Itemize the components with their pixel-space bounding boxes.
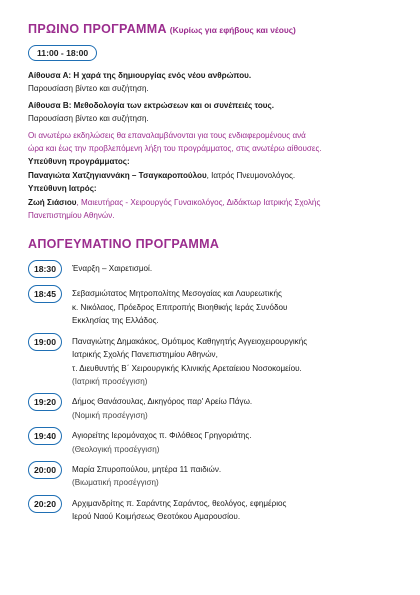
schedule-text [72,335,392,389]
schedule-row [28,395,392,422]
resp-doctor-name: Ζωή Σιάσιου [28,197,77,207]
time-badge: 20:20 [28,495,62,513]
morning-title: ΠΡΩΙΝΟ ΠΡΟΓΡΑΜΜΑ (Κυρίως για εφήβους και νέους) [28,22,296,36]
time-badge: 18:30 [28,260,62,278]
resp-doctor-label: Υπεύθυνη Ιατρός: [28,184,97,194]
schedule-line: Αρχιμανδρίτης π. Σαράντης Σαράντος, θεολόγος, εφημέριος [72,498,287,508]
schedule-row [28,262,392,278]
resp-doctor [28,196,392,209]
schedule-line: τ. Διευθυντής Β΄ Χειρουργικής Κλινικής Αρεταίειου Νοσοκομείου. [72,363,302,373]
schedule-line: Παναγιώτης Δημακάκος, Ομότιμος Καθηγητής Αγγειοχειρουργικής [72,336,308,346]
morning-time-badge: 11:00 - 18:00 [28,45,97,61]
schedule-row [28,429,392,456]
resp-doctor-role-1: , Μαιευτήρας - Χειρουργός Γυναικολόγος, Διδάκτωρ Ιατρικής Σχολής [76,197,321,207]
time-badge: 19:40 [28,427,62,445]
schedule-text [72,395,392,422]
hall-b-desc: Παρουσίαση βίντεο και συζήτηση. [28,114,149,124]
resp-program [28,169,392,182]
hall-a-title: Αίθουσα Α: Η χαρά της δημιουργίας ενός νέου ανθρώπου. [28,71,252,80]
repeat-note-line-2: ώρα και έως την προβλεπόμενη λήξη του προγράμματος, στις ανωτέρω αίθουσες. [28,144,322,154]
time-badge: 20:00 [28,461,62,479]
approach-note: (Θεολογική προσέγγιση) [72,444,160,454]
resp-program-label: Υπεύθυνη προγράμματος: [28,157,130,167]
afternoon-schedule [28,262,392,523]
resp-doctor-role-2: Πανεπιστημίου Αθηνών. [28,211,115,221]
time-badge: 18:45 [28,285,62,303]
approach-note: (Βιωματική προσέγγιση) [72,478,159,488]
schedule-line: κ. Νικόλαος, Πρόεδρος Επιτροπής Βιοηθικής Ιεράς Συνόδου [72,302,288,312]
schedule-text [72,429,392,456]
schedule-line: Δήμος Θανάσουλας, Δικηγόρος παρ' Αρείω Πάγω. [72,397,253,407]
time-badge: 19:20 [28,393,62,411]
afternoon-title: ΑΠΟΓΕΥΜΑΤΙΝΟ ΠΡΟΓΡΑΜΜΑ [28,237,220,252]
schedule-text [72,287,392,327]
resp-program-role: , Ιατρός Πνευμονολόγος. [206,170,296,180]
schedule-line: Μαρία Σπυροπούλου, μητέρα 11 παιδιών. [72,464,222,474]
hall-a-desc: Παρουσίαση βίντεο και συζήτηση. [28,84,149,94]
approach-note: (Ιατρική προσέγγιση) [72,376,148,386]
hall-b-title: Αίθουσα Β: Μεθοδολογία των εκτρώσεων και οι συνέπειές τους. [28,100,274,110]
schedule-line: Ιατρικής Σχολής Πανεπιστημίου Αθηνών, [72,350,218,360]
resp-program-name: Παναγιώτα Χατζηγιαννάκη – Τσαγκαροπούλου [28,170,207,180]
schedule-text [72,463,392,490]
schedule-line: Έναρξη – Χαιρετισμοί. [72,264,153,274]
repeat-note-line-1: Οι ανωτέρω εκδηλώσεις θα επαναλαμβάνονται για τους ενδιαφερομένους ανά [28,130,306,140]
schedule-row [28,463,392,490]
time-badge: 19:00 [28,333,62,351]
schedule-line: Σεβασμιώτατος Μητροπολίτης Μεσογαίας και Λαυρεωτικής [72,289,282,299]
approach-note: (Νομική προσέγγιση) [72,410,148,420]
schedule-line: Εκκλησίας της Ελλάδος. [72,316,159,326]
morning-subtitle: (Κυρίως για εφήβους και νέους) [169,25,296,35]
schedule-text [72,497,392,524]
schedule-text [72,262,392,275]
schedule-line: Αγιορείτης Ιερομόναχος π. Φιλόθεος Γρηγοριάτης. [72,431,252,441]
schedule-row [28,497,392,524]
schedule-row [28,335,392,389]
schedule-row [28,287,392,327]
schedule-line: Ιερού Ναού Κοιμήσεως Θεοτόκου Αμαρουσίου. [72,512,241,522]
